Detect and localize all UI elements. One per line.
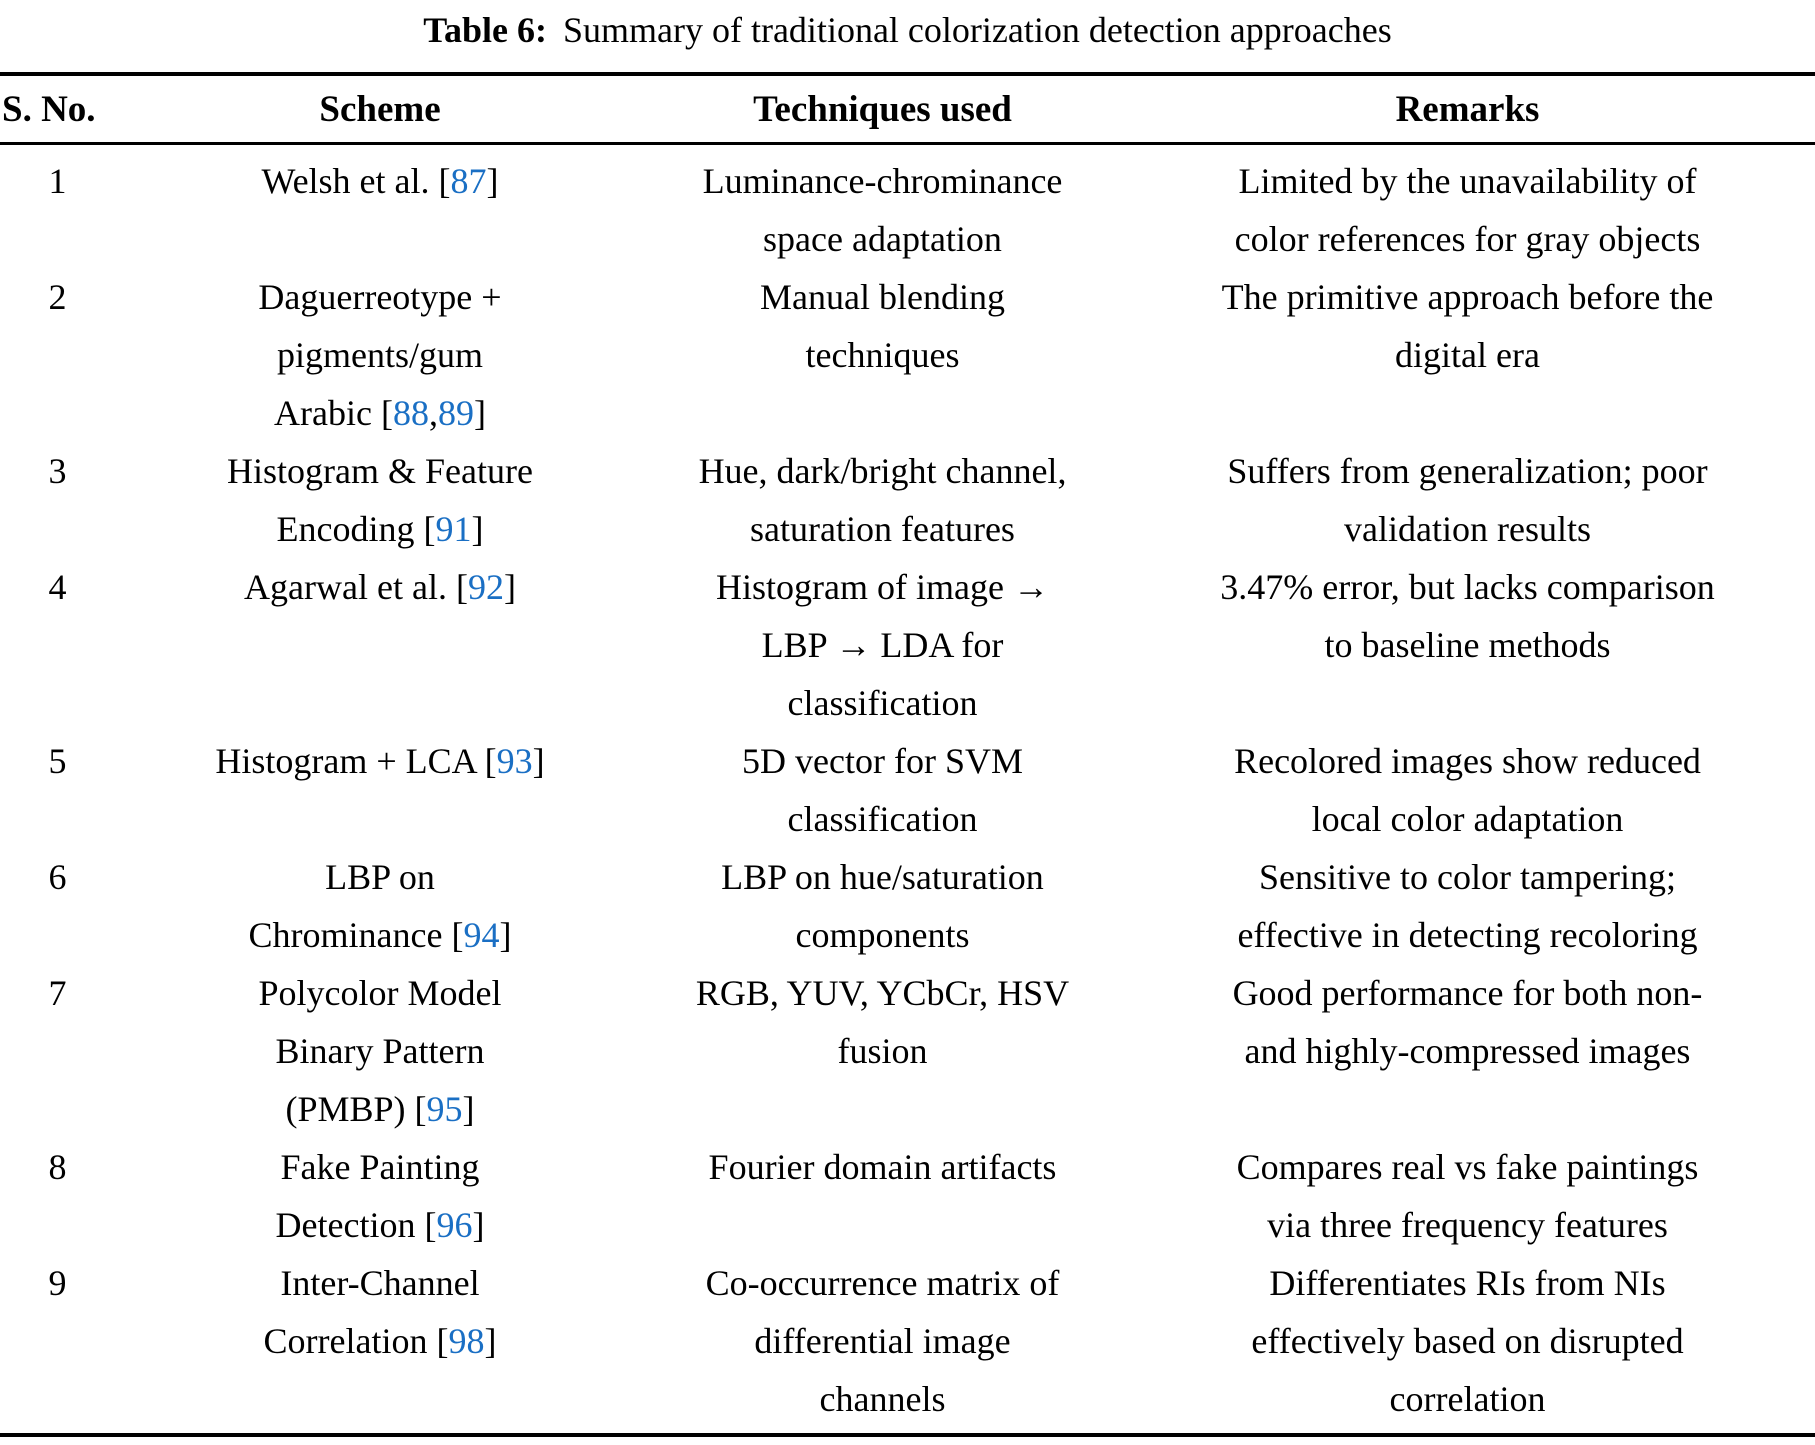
scheme-text: ]	[484, 1321, 497, 1361]
remarks-line: digital era	[1395, 335, 1540, 375]
row-number: 8	[48, 1147, 67, 1187]
techniques-line: LBP on hue/saturation	[721, 857, 1044, 897]
remarks-line: validation results	[1344, 509, 1591, 549]
remarks-line: Sensitive to color tampering;	[1259, 857, 1676, 897]
remarks-line: via three frequency features	[1267, 1205, 1668, 1245]
scheme-text: Detection [	[275, 1205, 437, 1245]
scheme-text: Arabic [	[274, 393, 393, 433]
remarks-line: effective in detecting recoloring	[1237, 915, 1698, 955]
techniques-line: classification	[787, 799, 978, 839]
remarks-line: Good performance for both non-	[1232, 973, 1703, 1013]
table-row	[0, 268, 1815, 442]
scheme-cell	[115, 1138, 645, 1254]
remarks-line: The primitive approach before the	[1221, 277, 1714, 317]
scheme-line	[115, 1196, 645, 1254]
remarks-cell	[1120, 964, 1815, 1138]
remarks-line: Compares real vs fake paintings	[1236, 1147, 1699, 1187]
column-header-techniques: Techniques used	[645, 74, 1120, 144]
scheme-text: pigments/gum	[277, 335, 483, 375]
techniques-cell	[645, 558, 1120, 732]
techniques-cell	[645, 1254, 1120, 1435]
remarks-line: and highly-compressed images	[1244, 1031, 1691, 1071]
scheme-line	[115, 906, 645, 964]
scheme-text: ]	[532, 741, 545, 781]
scheme-text: Encoding [	[276, 509, 436, 549]
scheme-cell	[115, 268, 645, 442]
remarks-line: to baseline methods	[1324, 625, 1611, 665]
table-caption	[0, 0, 1815, 72]
scheme-text: ,	[428, 393, 438, 433]
row-number: 7	[48, 973, 67, 1013]
citation-link[interactable]: 92	[467, 567, 504, 607]
scheme-text: Correlation [	[263, 1321, 449, 1361]
remarks-cell	[1120, 558, 1815, 732]
scheme-text: Histogram & Feature	[227, 451, 533, 491]
table-header-row	[0, 74, 1815, 144]
techniques-line: components	[795, 915, 970, 955]
table-caption-label: Table 6:	[423, 10, 547, 50]
table-body	[0, 144, 1815, 1436]
remarks-cell	[1120, 732, 1815, 848]
techniques-cell	[645, 964, 1120, 1138]
remarks-line: Limited by the unavailability of	[1238, 161, 1697, 201]
techniques-line: Manual blending	[760, 277, 1005, 317]
scheme-line	[115, 964, 645, 1022]
table-row	[0, 848, 1815, 964]
table-row	[0, 558, 1815, 732]
scheme-text: ]	[473, 393, 486, 433]
citation-link[interactable]: 88	[392, 393, 429, 433]
row-number-cell	[0, 1138, 115, 1254]
techniques-line: space adaptation	[763, 219, 1002, 259]
scheme-text: (PMBP) [	[285, 1089, 427, 1129]
scheme-line	[115, 152, 645, 210]
column-header-scheme: Scheme	[115, 74, 645, 144]
scheme-text: Welsh et al. [	[261, 161, 451, 201]
row-number-cell	[0, 268, 115, 442]
techniques-line: Luminance-chrominance	[702, 161, 1063, 201]
remarks-line: color references for gray objects	[1234, 219, 1701, 259]
table-row	[0, 144, 1815, 269]
citation-link[interactable]: 89	[437, 393, 474, 433]
techniques-line: 5D vector for SVM	[742, 741, 1023, 781]
row-number: 3	[48, 451, 67, 491]
techniques-cell	[645, 848, 1120, 964]
table-row	[0, 732, 1815, 848]
remarks-line: 3.47% error, but lacks comparison	[1220, 567, 1715, 607]
techniques-cell	[645, 442, 1120, 558]
techniques-cell	[645, 268, 1120, 442]
citation-link[interactable]: 96	[436, 1205, 473, 1245]
remarks-line: Suffers from generalization; poor	[1227, 451, 1708, 491]
row-number: 6	[48, 857, 67, 897]
row-number: 4	[48, 567, 67, 607]
scheme-line	[115, 558, 645, 616]
scheme-text: Binary Pattern	[275, 1031, 485, 1071]
scheme-text: Histogram + LCA [	[215, 741, 497, 781]
row-number-cell	[0, 442, 115, 558]
techniques-line: differential image	[754, 1321, 1011, 1361]
row-number: 9	[48, 1263, 67, 1303]
techniques-line: Hue, dark/bright channel,	[698, 451, 1067, 491]
remarks-cell	[1120, 268, 1815, 442]
citation-link[interactable]: 93	[496, 741, 533, 781]
citation-link[interactable]: 87	[450, 161, 487, 201]
table-caption-text: Summary of traditional colorization detection approaches	[562, 10, 1392, 50]
column-header-sno: S. No.	[0, 74, 115, 144]
scheme-text: Inter-Channel	[280, 1263, 480, 1303]
techniques-line: fusion	[837, 1031, 928, 1071]
row-number-cell	[0, 964, 115, 1138]
table-row	[0, 1138, 1815, 1254]
techniques-line: Co-occurrence matrix of	[705, 1263, 1060, 1303]
scheme-cell	[115, 964, 645, 1138]
citation-link[interactable]: 95	[426, 1089, 463, 1129]
row-number-cell	[0, 848, 115, 964]
remarks-line: correlation	[1389, 1379, 1546, 1419]
scheme-cell	[115, 442, 645, 558]
summary-table	[0, 72, 1815, 1437]
scheme-line	[115, 442, 645, 500]
column-header-remarks: Remarks	[1120, 74, 1815, 144]
techniques-cell	[645, 732, 1120, 848]
remarks-line: Recolored images show reduced	[1234, 741, 1701, 781]
remarks-cell	[1120, 848, 1815, 964]
scheme-line	[115, 1254, 645, 1312]
scheme-text: Polycolor Model	[258, 973, 502, 1013]
remarks-cell	[1120, 1254, 1815, 1435]
techniques-line: LBP → LDA for	[761, 625, 1004, 665]
table-row	[0, 442, 1815, 558]
techniques-line: channels	[819, 1379, 946, 1419]
scheme-line	[115, 848, 645, 906]
citation-link[interactable]: 94	[463, 915, 500, 955]
scheme-cell	[115, 848, 645, 964]
scheme-text: ]	[499, 915, 512, 955]
table-row	[0, 964, 1815, 1138]
scheme-text: ]	[472, 1205, 485, 1245]
scheme-text: Fake Painting	[280, 1147, 480, 1187]
scheme-text: ]	[503, 567, 516, 607]
scheme-line	[115, 384, 645, 442]
scheme-cell	[115, 1254, 645, 1435]
techniques-line: RGB, YUV, YCbCr, HSV	[695, 973, 1070, 1013]
scheme-cell	[115, 732, 645, 848]
remarks-cell	[1120, 442, 1815, 558]
scheme-line	[115, 500, 645, 558]
scheme-text: ]	[486, 161, 499, 201]
scheme-line	[115, 1138, 645, 1196]
scheme-cell	[115, 144, 645, 269]
scheme-text: LBP on	[325, 857, 435, 897]
scheme-text: ]	[471, 509, 484, 549]
scheme-text: Agarwal et al. [	[244, 567, 468, 607]
row-number-cell	[0, 144, 115, 269]
techniques-line: classification	[787, 683, 978, 723]
table-row	[0, 1254, 1815, 1435]
scheme-line	[115, 326, 645, 384]
techniques-cell	[645, 1138, 1120, 1254]
scheme-cell	[115, 558, 645, 732]
scheme-line	[115, 268, 645, 326]
techniques-line: techniques	[805, 335, 960, 375]
citation-link[interactable]: 98	[448, 1321, 485, 1361]
row-number-cell	[0, 558, 115, 732]
row-number: 2	[48, 277, 67, 317]
remarks-line: effectively based on disrupted	[1251, 1321, 1684, 1361]
row-number: 5	[48, 741, 67, 781]
scheme-text: ]	[462, 1089, 475, 1129]
techniques-line: Fourier domain artifacts	[708, 1147, 1057, 1187]
techniques-line: Histogram of image →	[716, 567, 1049, 607]
scheme-text: Chrominance [	[248, 915, 464, 955]
remarks-cell	[1120, 1138, 1815, 1254]
scheme-line	[115, 1080, 645, 1138]
remarks-line: Differentiates RIs from NIs	[1269, 1263, 1666, 1303]
remarks-line: local color adaptation	[1311, 799, 1624, 839]
scheme-line	[115, 1022, 645, 1080]
scheme-line	[115, 732, 645, 790]
scheme-text: Daguerreotype +	[258, 277, 502, 317]
row-number-cell	[0, 732, 115, 848]
scheme-line	[115, 1312, 645, 1370]
techniques-cell	[645, 144, 1120, 269]
citation-link[interactable]: 91	[435, 509, 472, 549]
row-number: 1	[48, 161, 67, 201]
row-number-cell	[0, 1254, 115, 1435]
remarks-cell	[1120, 144, 1815, 269]
techniques-line: saturation features	[750, 509, 1015, 549]
